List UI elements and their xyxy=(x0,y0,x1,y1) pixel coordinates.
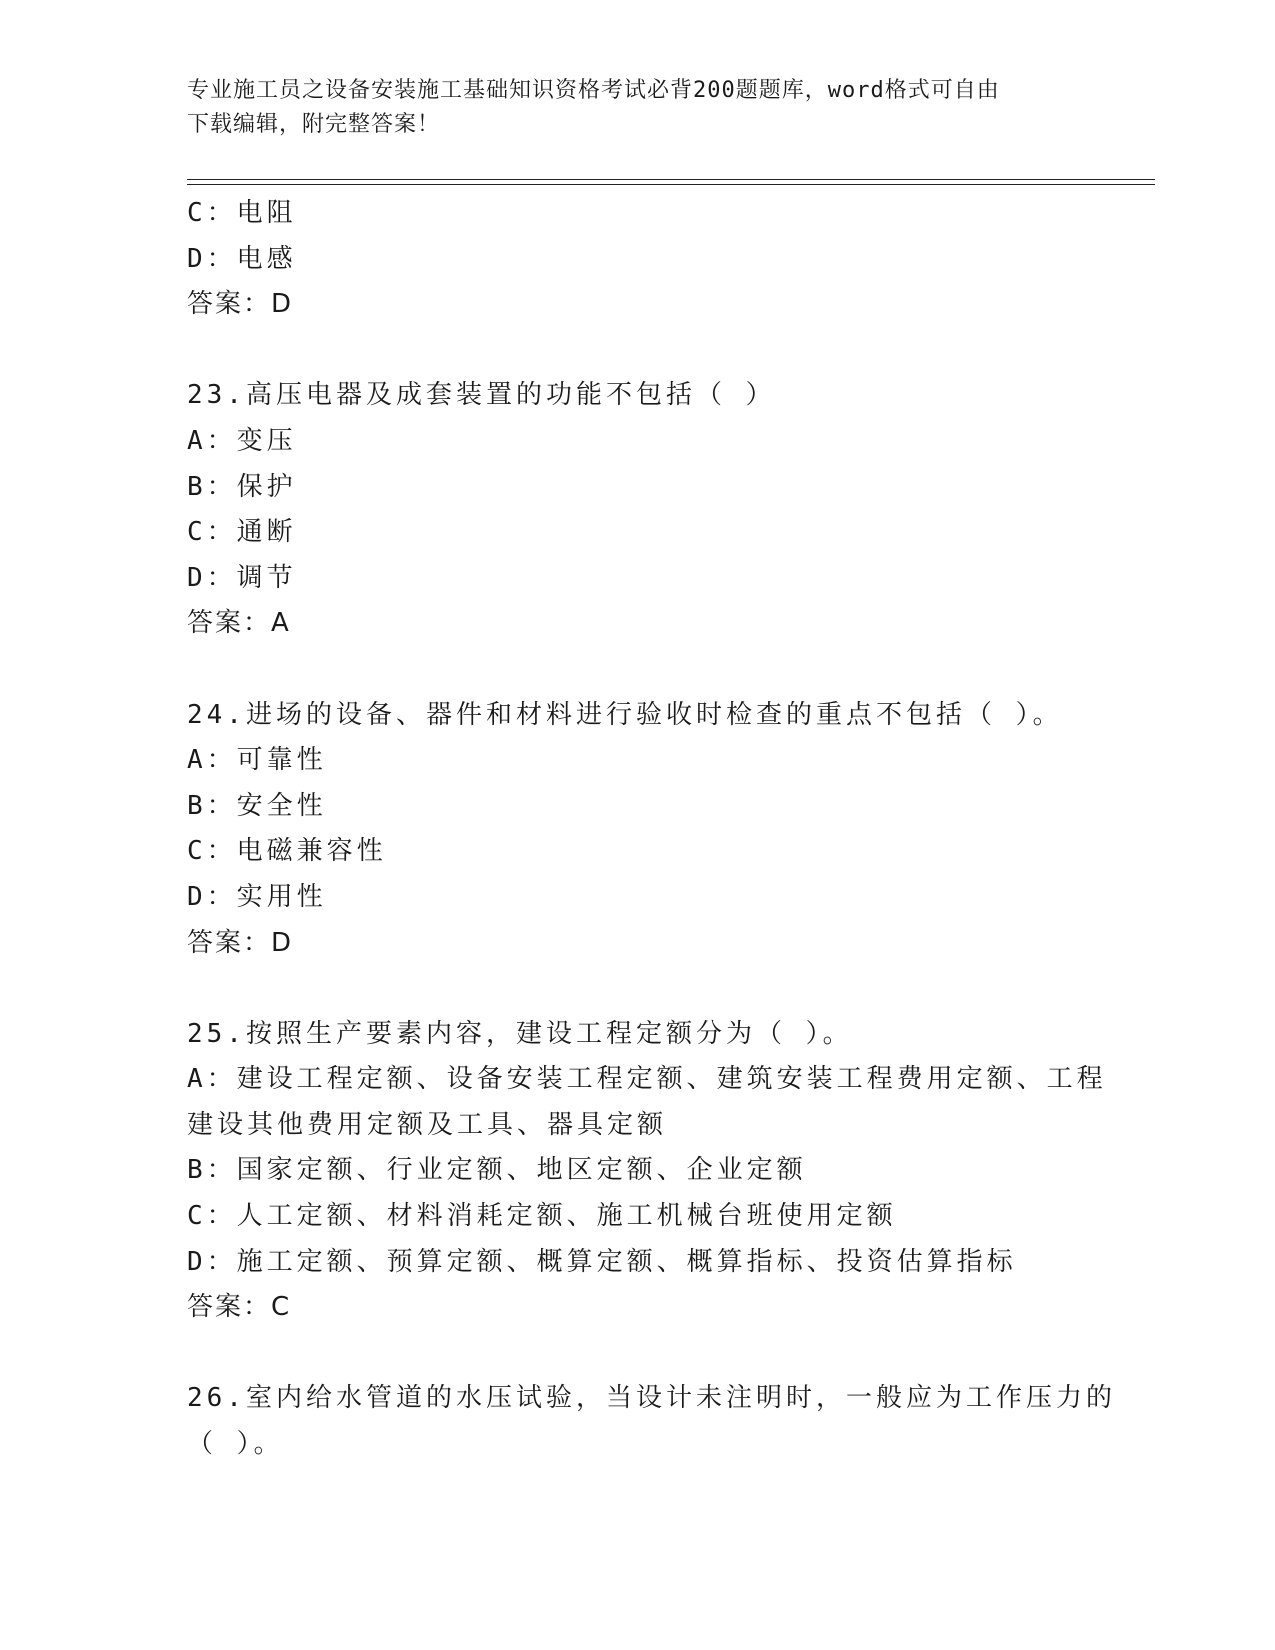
option-a-line-2: 建设其他费用定额及工具、器具定额 xyxy=(187,1109,668,1140)
header-divider-top xyxy=(187,179,1155,180)
question-text: 25.按照生产要素内容，建设工程定额分为（ ）。 xyxy=(187,1018,853,1049)
header-line-1: 专业施工员之设备安装施工基础知识资格考试必背200题题库，word格式可自由 xyxy=(187,78,1000,103)
header-divider-bottom xyxy=(187,184,1155,185)
spacer xyxy=(187,328,1087,374)
question-23 xyxy=(187,373,1087,647)
option-a-line-1: A：建设工程定额、设备安装工程定额、建筑安装工程费用定额、工程 xyxy=(187,1064,1107,1095)
option-b: B：安全性 xyxy=(187,790,327,821)
option-c: C：电磁兼容性 xyxy=(187,836,387,867)
option-d: D：调节 xyxy=(187,562,297,593)
question-text-line-1: 26.室内给水管道的水压试验，当设计未注明时，一般应为工作压力的 xyxy=(187,1383,1116,1414)
option-c: C：电阻 xyxy=(187,198,297,228)
answer: 答案：C xyxy=(187,1292,292,1323)
option-a: A：变压 xyxy=(187,425,297,456)
question-text: 23.高压电器及成套装置的功能不包括（ ） xyxy=(187,380,776,411)
document-header xyxy=(187,74,1067,142)
option-d: D：施工定额、预算定额、概算定额、概算指标、投资估算指标 xyxy=(187,1246,1017,1277)
question-list xyxy=(187,191,1116,1468)
option-c: C：人工定额、材料消耗定额、施工机械台班使用定额 xyxy=(187,1201,897,1232)
option-a: A：可靠性 xyxy=(187,745,327,776)
answer: 答案：A xyxy=(187,608,291,639)
question-26 xyxy=(187,1376,1116,1467)
question-24 xyxy=(187,693,1087,967)
option-b: B：保护 xyxy=(187,471,297,502)
question-text-line-2: （ ）。 xyxy=(187,1429,284,1460)
question-22 xyxy=(187,191,1087,328)
question-25 xyxy=(187,1012,1107,1331)
question-text: 24.进场的设备、器件和材料进行验收时检查的重点不包括（ ）。 xyxy=(187,699,1063,730)
option-d: D：电感 xyxy=(187,243,297,274)
answer: 答案：D xyxy=(187,289,294,320)
spacer xyxy=(187,966,1087,1012)
answer: 答案：D xyxy=(187,927,294,958)
option-b: B：国家定额、行业定额、地区定额、企业定额 xyxy=(187,1155,807,1186)
header-line-2: 下载编辑，附完整答案！ xyxy=(187,112,441,137)
spacer xyxy=(187,1331,1087,1377)
option-d: D：实用性 xyxy=(187,881,327,912)
spacer xyxy=(187,647,1087,693)
option-c: C：通断 xyxy=(187,517,297,548)
